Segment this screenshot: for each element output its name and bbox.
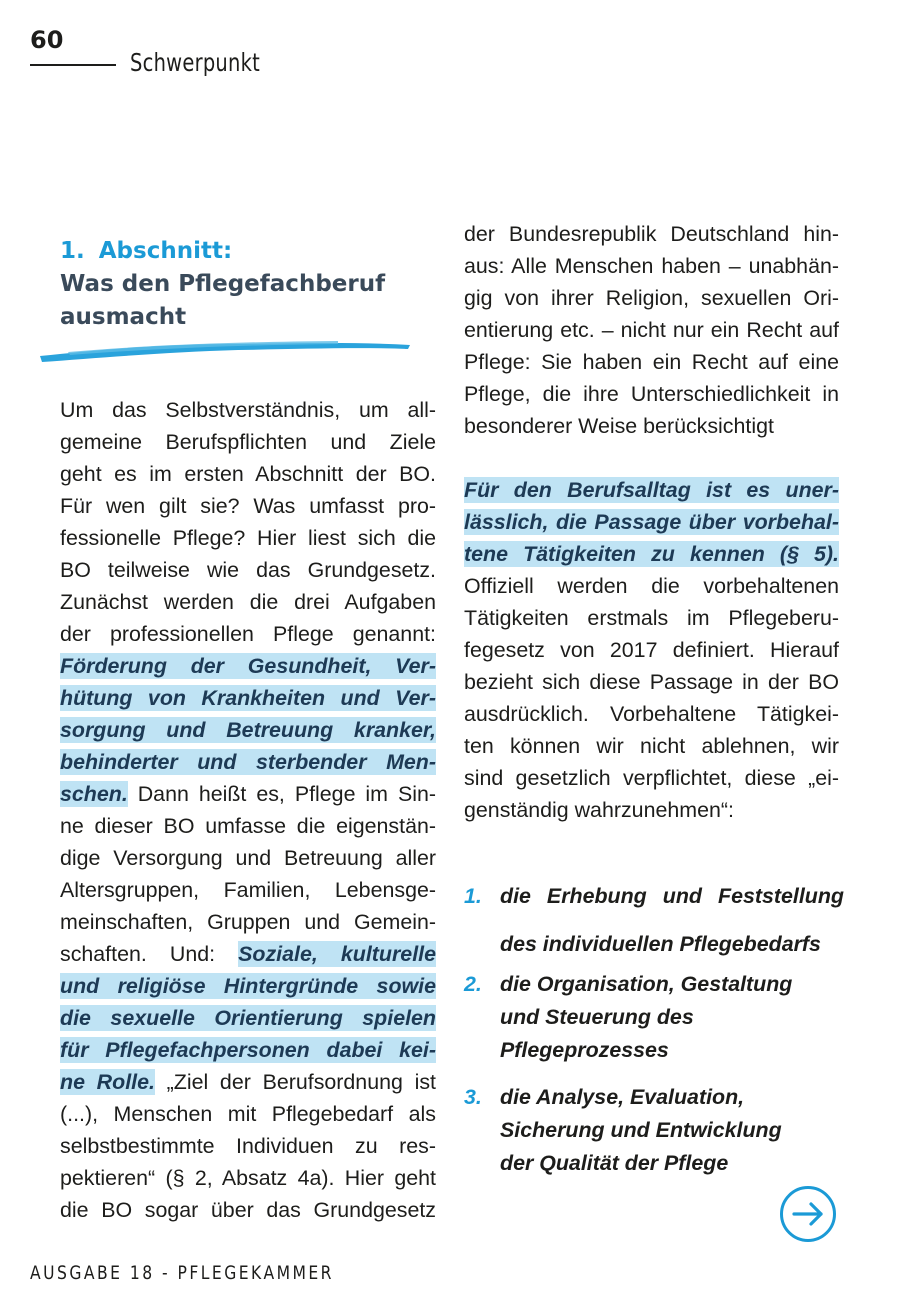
- text-line: gig von ihrer Religion, sexuellen Ori-: [464, 286, 839, 310]
- list-item-line: die Erhebung und Feststellung: [500, 884, 844, 908]
- list-item-line: und Steuerung des: [500, 1005, 694, 1029]
- text-line: Pflege, die ihre Unterschiedlichkeit in: [464, 382, 839, 406]
- heading-title-line2: ausmacht: [60, 304, 187, 330]
- highlight-text: hütung von Krankheiten und Ver-: [60, 686, 436, 710]
- page-number: 60: [30, 26, 64, 54]
- highlight-line: [60, 1034, 436, 1066]
- text-line: ne dieser BO umfasse die eigenstän-: [60, 814, 436, 838]
- header-rule: [30, 64, 116, 66]
- text-line: Um das Selbstverständnis, um all-: [60, 398, 436, 422]
- text-line: dige Versorgung und Betreuung aller: [60, 846, 436, 870]
- text-line: fessionelle Pflege? Hier liest sich die: [60, 526, 436, 550]
- text-line: fegesetz von 2017 definiert. Hierauf: [464, 638, 839, 662]
- highlight-text: Förderung der Gesundheit, Ver-: [60, 654, 436, 678]
- list-item-line: des individuellen Pflegebedarfs: [500, 932, 821, 956]
- list-item-line: die Analyse, Evaluation,: [500, 1085, 745, 1109]
- list-item: [464, 968, 844, 1067]
- list-item-number: 2.: [464, 972, 482, 996]
- text-fragment: schaften. Und:: [60, 942, 239, 966]
- text-line: ausdrücklich. Vorbehaltene Tätigkei-: [464, 702, 839, 726]
- text-line: BO teilweise wie das Grundgesetz.: [60, 558, 436, 582]
- highlight-line: [60, 682, 436, 714]
- brush-stroke-decoration: [38, 336, 418, 364]
- footer-issue-label: AUSGABE 18 - PFLEGEKAMMER: [30, 1262, 334, 1284]
- highlight-line: [60, 650, 436, 682]
- mixed-line: [60, 938, 436, 970]
- highlight-text: Für den Berufsalltag ist es uner-: [464, 478, 839, 502]
- text-line: der professionellen Pflege genannt:: [60, 622, 436, 646]
- list-item: [464, 872, 844, 968]
- left-text-column: [60, 394, 436, 1226]
- list-item-line: die Organisation, Gestaltung: [500, 972, 793, 996]
- list-item-line: Pflegeprozesses: [500, 1038, 669, 1062]
- highlight-text: sorgung und Betreuung kranker,: [60, 718, 436, 742]
- highlight-text: und religiöse Hintergründe sowie: [60, 974, 436, 998]
- arrow-right-circle-icon: [791, 1201, 825, 1227]
- text-line: besonderer Weise berücksichtigt: [464, 414, 774, 438]
- text-line: gemeine Berufspflichten und Ziele: [60, 430, 436, 454]
- text-line: Altersgruppen, Familien, Lebensge-: [60, 878, 436, 902]
- mixed-line: [60, 1066, 436, 1098]
- text-line: der Bundesrepublik Deutschland hin-: [464, 222, 839, 246]
- right-text-column: [464, 218, 839, 826]
- highlight-text: behinderter und sterbender Men-: [60, 750, 436, 774]
- next-page-button[interactable]: [780, 1186, 836, 1242]
- text-line: pektieren“ (§ 2, Absatz 4a). Hier geht: [60, 1166, 436, 1190]
- list-item-line: der Qualität der Pflege: [500, 1151, 729, 1175]
- heading-title-line1: Was den Pflegefachberuf: [60, 271, 386, 297]
- highlight-line: [464, 506, 839, 538]
- text-line: bezieht sich diese Passage in der BO: [464, 670, 839, 694]
- text-fragment: „Ziel der Berufsordnung ist: [154, 1070, 436, 1094]
- text-line: ten können wir nicht ablehnen, wir: [464, 734, 839, 758]
- text-line: selbstbestimmte Individuen zu res-: [60, 1134, 436, 1158]
- highlight-text: Soziale, kulturelle: [238, 942, 436, 966]
- text-line: aus: Alle Menschen haben – unabhän-: [464, 254, 839, 278]
- mixed-line: [60, 778, 436, 810]
- highlight-line: [60, 970, 436, 1002]
- highlight-line: [60, 714, 436, 746]
- highlight-line: [60, 1002, 436, 1034]
- highlight-text: für Pflegefachpersonen dabei kei-: [60, 1038, 436, 1062]
- text-line: Tätigkeiten erstmals im Pflegeberu-: [464, 606, 839, 630]
- list-item: [464, 1081, 844, 1180]
- heading-number: 1.: [60, 238, 85, 264]
- text-line: die BO sogar über das Grundgesetz: [60, 1198, 436, 1222]
- heading-number-line: [60, 235, 440, 268]
- highlight-text: ne Rolle.: [60, 1070, 155, 1094]
- section-heading: [60, 235, 440, 334]
- list-item-number: 1.: [464, 884, 482, 908]
- text-line: genständig wahrzunehmen“:: [464, 798, 734, 822]
- text-line: entierung etc. – nicht nur ein Recht auf: [464, 318, 839, 342]
- highlight-text: lässlich, die Passage über vorbehal-: [464, 510, 839, 534]
- section-label: Schwerpunkt: [130, 48, 261, 77]
- text-fragment: Dann heißt es, Pflege im Sin-: [127, 782, 436, 806]
- text-line: sind gesetzlich verpflichtet, diese „ei-: [464, 766, 839, 790]
- highlight-line: [60, 746, 436, 778]
- highlight-line: [464, 538, 839, 570]
- highlight-text: schen.: [60, 782, 128, 806]
- highlight-text: tene Tätigkeiten zu kennen (§ 5).: [464, 542, 839, 566]
- heading-label: Abschnitt:: [98, 238, 233, 264]
- list-item-number: 3.: [464, 1085, 482, 1109]
- text-line: Für wen gilt sie? Was umfasst pro-: [60, 494, 436, 518]
- text-line: meinschaften, Gruppen und Gemein-: [60, 910, 436, 934]
- reserved-activities-list: [464, 872, 844, 1180]
- text-line: Pflege: Sie haben ein Recht auf eine: [464, 350, 839, 374]
- text-line: Offiziell werden die vorbehaltenen: [464, 574, 839, 598]
- list-item-line: Sicherung und Entwicklung: [500, 1118, 782, 1142]
- highlight-line: [464, 474, 839, 506]
- highlight-text: die sexuelle Orientierung spielen: [60, 1006, 436, 1030]
- text-line: (...), Menschen mit Pflegebedarf als: [60, 1102, 436, 1126]
- text-line: Zunächst werden die drei Aufgaben: [60, 590, 436, 614]
- text-line: geht es im ersten Abschnitt der BO.: [60, 462, 436, 486]
